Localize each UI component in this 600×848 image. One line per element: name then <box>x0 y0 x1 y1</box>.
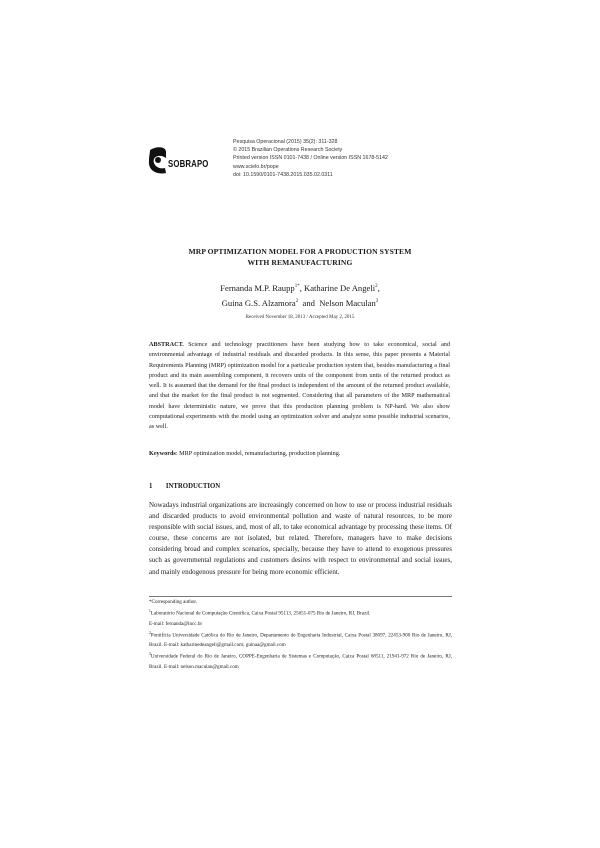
journal-line: doi: 10.1590/0101-7438.2015.035.02.0311 <box>233 171 333 178</box>
abstract <box>149 340 450 433</box>
footnote-3 <box>149 650 452 672</box>
introduction-paragraph: Nowadays industrial organizations are increasingly concerned on how to use or process industrial residuals and discarded products to avoid environmental pollution and waste of natural resources, to be more responsible with social issues, and, most of all, to take economical advantage by processing these items. Of course, these concerns are not isolated, but related. Therefore, managers have to make decisions considering broad and complex scenarios, specially, because they have to attend to exogenous pressures such as governmental regulations and customers desires with respect to environmental and social issues, and mainly endogenous pressure for being more economic efficient. <box>149 501 452 576</box>
footnote-text: Universidade Federal do Rio de Janeiro, COPPE-Engenharia de Sistemas e Computação, Caixa Postal 68511, 21941-972 Rio de Janeiro, RJ, Brazil. E-mail: nelson.maculan@gmail.com <box>149 654 452 670</box>
section-number: 1 <box>149 483 153 490</box>
author-name: Nelson Maculan <box>319 297 376 308</box>
footnote-text: Laboratório Nacional de Computação Científica, Caixa Postal 95113, 25651-075 Rio de Janeiro, RJ, Brazil. <box>150 611 371 618</box>
and-word: and <box>302 297 315 308</box>
author-affiliation: 1* <box>294 284 300 289</box>
author-affiliation: 2 <box>295 298 299 304</box>
footnote-divider <box>149 596 452 597</box>
title-line: WITH REMANUFACTURING <box>247 258 353 267</box>
author-name: Guina G.S. Alzamora <box>221 297 296 308</box>
section-title-text: INTRODUCTION <box>165 483 221 490</box>
author-name: Fernanda M.P. Raupp <box>220 282 295 293</box>
journal-line[interactable]: www.scielo.br/pope <box>233 163 279 170</box>
article-title <box>0 246 600 268</box>
title-line: MRP OPTIMIZATION MODEL FOR A PRODUCTION SYSTEM <box>188 247 412 256</box>
footnote-corresponding: *Corresponding author. <box>149 599 198 605</box>
keywords <box>149 449 450 459</box>
footnote-1 <box>149 607 452 619</box>
journal-info <box>233 138 388 179</box>
journal-line: Printed version ISSN 0101-7438 / Online version ISSN 1678-5142 <box>233 155 388 162</box>
footnote-marker: 3 <box>149 652 151 657</box>
footnote-1-email: E-mail: fernanda@lncc.br <box>149 620 203 627</box>
author-affiliation: 3 <box>375 298 379 304</box>
abstract-label: ABSTRACT. <box>149 341 184 348</box>
received-dates: Received November 18, 2013 / Accepted May 2, 2015 <box>245 315 355 320</box>
footnotes <box>149 598 452 672</box>
section-heading <box>149 483 220 490</box>
author-name: Katharine De Angeli <box>304 282 376 293</box>
author-affiliation: 2 <box>375 284 378 289</box>
keywords-text: : MRP optimization model, remanufacturing, production planning. <box>175 450 341 457</box>
footnote-marker: 1 <box>149 609 151 614</box>
keywords-label: Keywords <box>149 450 176 457</box>
footnote-marker: 2 <box>149 630 151 635</box>
author-list: Fernanda M.P. Raupp$^{1*}$, Katharine De Angeli$^2$, Guina G.S. Alzamora$^2$ and Nelson Maculan$^3$ <box>220 282 380 308</box>
abstract-text: Science and technology practitioners have been studying how to take economical, social and environmental advantage of industrial residuals and discarded products. In this sense, this paper presents a Material Requirements Planning (MRP) optimization model for a particular production system that, besides manufacturing a final product and its main assembling component, it recovers units of the component from units of the returned product as well. It is assumed that the demand for the final product is independent of the amount of the returned product available, and that the market for the final product is not segmented. Considering that all parameters of the MRP mathematical model have deterministic nature, we prove that this production planning problem is NP-hard. We also show computational experiments with the model using an optimization solver and analyze some possible industrial scenarios, as well. <box>149 341 450 431</box>
footnote-text: Pontifícia Universidade Católica do Rio de Janeiro, Departamento de Engenharia Industrial, Caixa Postal 38097, 22453-900 Rio de Janeiro, RJ, Brazil. E-mail: katharinedeangeli@gmail.com; guinaa@gmail.com <box>149 632 452 648</box>
footnote-2 <box>149 629 452 651</box>
journal-line: Pesquisa Operacional (2015) 35(2): 311-328 <box>233 139 338 145</box>
journal-line: © 2015 Brazilian Operations Research Society <box>233 147 343 154</box>
logo-wordmark: SOBRAPO <box>168 159 209 170</box>
